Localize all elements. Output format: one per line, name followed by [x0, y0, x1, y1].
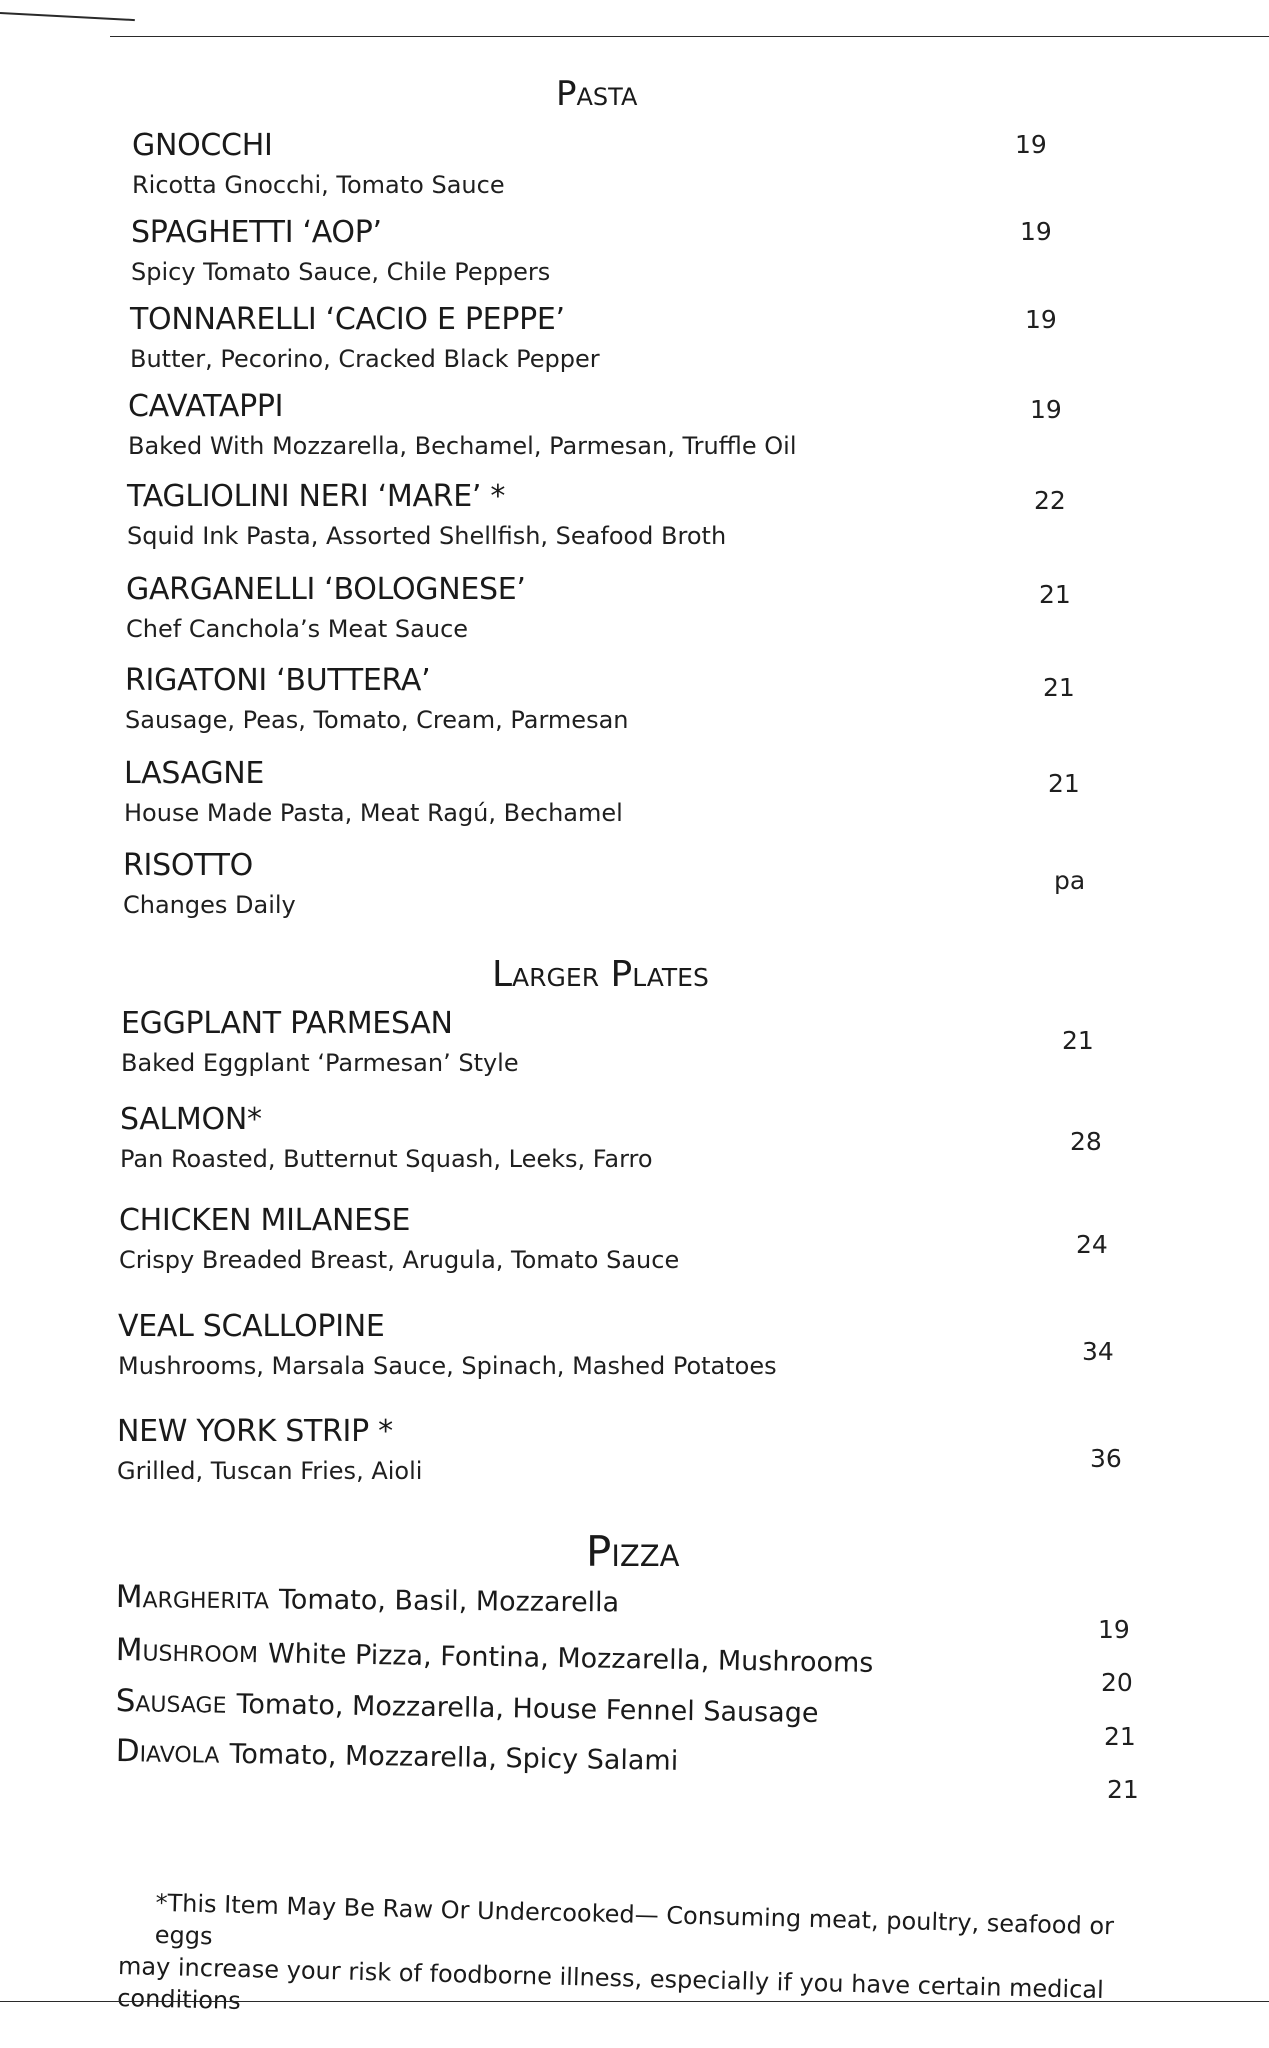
section-title-larger-plates: Larger Plates — [492, 954, 709, 995]
item-description: Butter, Pecorino, Cracked Black Pepper — [130, 345, 600, 373]
pizza-description: Tomato, Mozzarella, House Fennel Sausage — [236, 1688, 819, 1730]
item-name: SPAGHETTI ‘AOP’ — [131, 215, 382, 250]
item-name: GNOCCHI — [132, 128, 273, 163]
menu-item — [131, 215, 550, 287]
section-title-pasta: Pasta — [556, 74, 638, 114]
pizza-item — [115, 1684, 818, 1731]
item-price: pa — [1054, 866, 1086, 895]
item-name: VEAL SCALLOPINE — [118, 1309, 385, 1344]
item-name: LASAGNE — [124, 756, 265, 791]
item-name: TAGLIOLINI NERI ‘MARE’ * — [127, 479, 506, 514]
item-description: Ricotta Gnocchi, Tomato Sauce — [132, 171, 505, 199]
item-description: Mushrooms, Marsala Sauce, Spinach, Mashed Potatoes — [118, 1352, 777, 1380]
consumer-advisory-footnote — [117, 1886, 1160, 2039]
pizza-name: Diavola — [115, 1733, 220, 1771]
bottom-edge-line — [0, 2001, 1269, 2002]
item-name: NEW YORK STRIP * — [117, 1414, 393, 1449]
item-name: GARGANELLI ‘BOLOGNESE’ — [126, 572, 526, 607]
menu-item — [117, 1414, 422, 1486]
pizza-price: 19 — [1098, 1615, 1130, 1644]
item-price: 28 — [1070, 1127, 1102, 1156]
item-price: 21 — [1039, 580, 1071, 609]
item-description: Baked With Mozzarella, Bechamel, Parmesan, Truffle Oil — [128, 432, 797, 460]
menu-item — [118, 1309, 777, 1381]
item-name: TONNARELLI ‘CACIO E PEPPE’ — [130, 302, 565, 337]
item-name: CHICKEN MILANESE — [119, 1203, 411, 1238]
pizza-description: White Pizza, Fontina, Mozzarella, Mushrooms — [267, 1638, 874, 1679]
footnote-line-2: may increase your risk of foodborne illness, especially if you have certain medical conditions — [116, 1951, 1105, 2015]
item-description: Crispy Breaded Breast, Arugula, Tomato Sauce — [119, 1246, 680, 1274]
pizza-item — [115, 1734, 678, 1779]
pizza-description: Tomato, Mozzarella, Spicy Salami — [229, 1738, 679, 1777]
pizza-name: Sausage — [115, 1683, 227, 1721]
item-price: 22 — [1034, 486, 1066, 515]
pizza-price: 21 — [1107, 1775, 1139, 1804]
top-edge-line-left — [0, 12, 135, 21]
menu-item — [130, 302, 600, 374]
item-price: 19 — [1015, 130, 1047, 159]
item-price: 21 — [1048, 769, 1080, 798]
item-price: 24 — [1076, 1230, 1108, 1259]
item-description: Changes Daily — [123, 891, 296, 919]
menu-item — [125, 663, 629, 735]
item-price: 21 — [1043, 673, 1075, 702]
item-price: 34 — [1082, 1337, 1114, 1366]
menu-item — [123, 848, 296, 920]
pizza-price: 21 — [1104, 1722, 1136, 1751]
menu-item — [119, 1203, 679, 1275]
item-name: SALMON* — [120, 1102, 262, 1137]
item-price: 21 — [1062, 1026, 1094, 1055]
item-description: Grilled, Tuscan Fries, Aioli — [117, 1457, 423, 1485]
item-description: Baked Eggplant ‘Parmesan’ Style — [121, 1049, 519, 1077]
menu-item — [127, 479, 726, 551]
item-price: 19 — [1030, 395, 1062, 424]
menu-item — [120, 1102, 653, 1174]
item-description: House Made Pasta, Meat Ragú, Bechamel — [124, 799, 623, 827]
menu-item — [124, 756, 623, 828]
pizza-name: Margherita — [115, 1579, 270, 1617]
section-title-pizza: Pizza — [586, 1527, 680, 1576]
item-name: RIGATONI ‘BUTTERA’ — [125, 663, 431, 698]
menu-item — [132, 128, 505, 200]
item-description: Chef Canchola’s Meat Sauce — [126, 615, 469, 643]
menu-item — [121, 1006, 519, 1078]
menu-item — [128, 389, 796, 461]
pizza-item — [115, 1633, 873, 1681]
pizza-name: Mushroom — [115, 1632, 259, 1671]
item-price: 19 — [1020, 217, 1052, 246]
item-price: 36 — [1090, 1444, 1122, 1473]
item-price: 19 — [1025, 305, 1057, 334]
menu-item — [126, 572, 526, 644]
top-edge-line — [110, 36, 1269, 37]
item-name: RISOTTO — [123, 848, 253, 883]
item-name: CAVATAPPI — [128, 389, 284, 424]
item-name: EGGPLANT PARMESAN — [121, 1006, 453, 1041]
item-description: Pan Roasted, Butternut Squash, Leeks, Farro — [120, 1145, 653, 1173]
item-description: Spicy Tomato Sauce, Chile Peppers — [131, 258, 551, 286]
pizza-description: Tomato, Basil, Mozzarella — [278, 1584, 620, 1619]
footnote-line-1: *This Item May Be Raw Or Undercooked— Consuming meat, poultry, seafood or eggs — [154, 1888, 1115, 1951]
item-description: Sausage, Peas, Tomato, Cream, Parmesan — [125, 706, 629, 734]
pizza-price: 20 — [1101, 1668, 1133, 1697]
pizza-item — [116, 1580, 620, 1620]
item-description: Squid Ink Pasta, Assorted Shellfish, Seafood Broth — [127, 522, 727, 550]
